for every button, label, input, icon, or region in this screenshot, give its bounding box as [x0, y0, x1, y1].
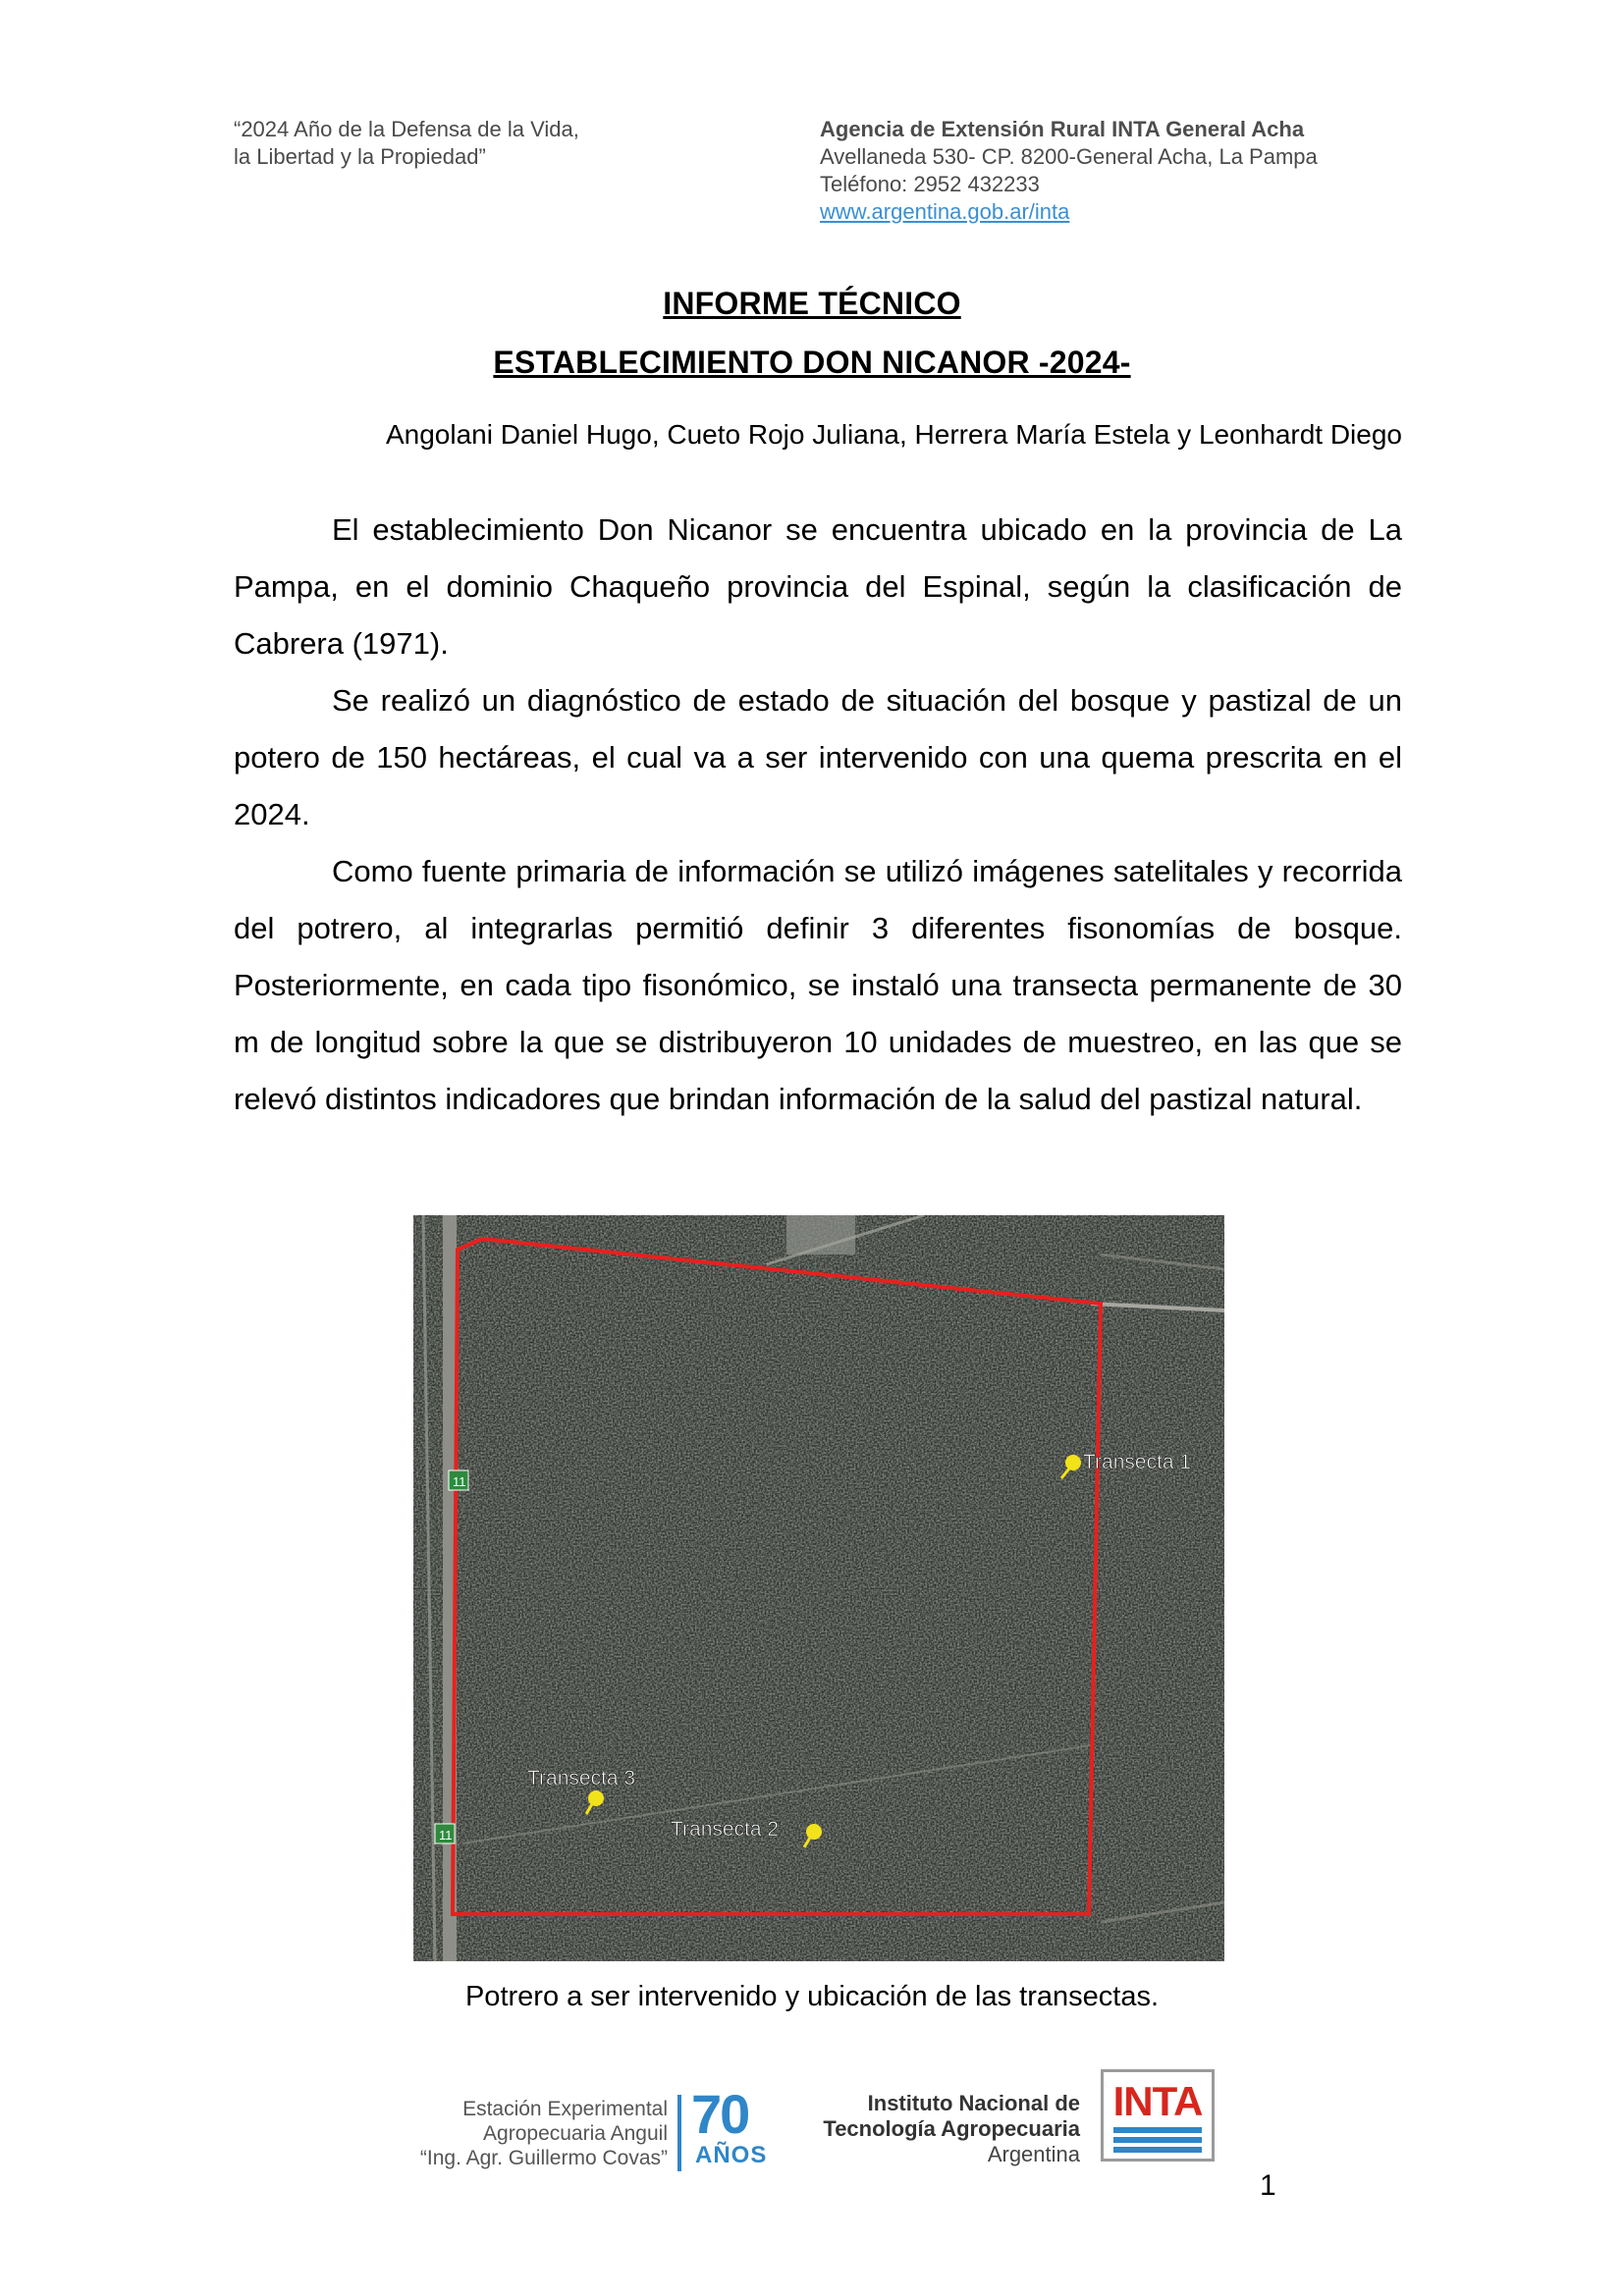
body-text	[234, 502, 1402, 1128]
report-title: INFORME TÉCNICO	[663, 286, 961, 321]
anniversary-number: 70	[691, 2083, 749, 2145]
header-motto	[234, 116, 784, 171]
authors: Angolani Daniel Hugo, Cueto Rojo Juliana, Herrera María Estela y Leonhardt Diego	[385, 419, 1402, 450]
agency-website-link[interactable]: www.argentina.gob.ar/inta	[820, 199, 1070, 224]
motto-line-1: “2024 Año de la Defensa de la Vida,	[234, 117, 579, 141]
route-label: 11	[453, 1474, 466, 1489]
figure-caption: Potrero a ser intervenido y ubicación de las transectas.	[464, 1981, 1160, 2012]
agency-phone: Teléfono: 2952 432233	[820, 172, 1040, 196]
institute-line: Instituto Nacional de	[867, 2091, 1080, 2115]
satellite-map-image	[413, 1215, 1224, 1961]
institute-name	[766, 2091, 1080, 2167]
logo-text: INTA	[1112, 2078, 1203, 2124]
logo-bars	[1113, 2127, 1202, 2157]
route-label: 11	[439, 1828, 453, 1842]
anniversary-label: AÑOS	[695, 2142, 768, 2168]
page-number: 1	[1260, 2169, 1276, 2202]
station-line: Estación Experimental	[462, 2098, 668, 2120]
station-line: “Ing. Agr. Guillermo Covas”	[419, 2147, 668, 2169]
motto-line-2: la Libertad y la Propiedad”	[234, 144, 486, 169]
paragraph: Como fuente primaria de información se utilizó imágenes satelitales y recorrida del potrero, al integrarlas permitió definir 3 diferentes fisonomías de bosque. Posteriormente, en cada tipo fisonómico, se instaló una transecta permanente de 30 m de longitud sobre la que se distribuyeron 10 unidades de muestreo, en las que se relevó distintos indicadores que brindan información de la salud del pastizal natural.	[234, 854, 1402, 1116]
footer	[0, 2069, 1624, 2177]
station-name	[373, 2097, 668, 2170]
agency-address: Avellaneda 530- CP. 8200-General Acha, La Pampa	[820, 144, 1318, 169]
transect-label: Transecta 1	[1083, 1451, 1192, 1473]
transect-label: Transecta 2	[671, 1818, 780, 1841]
header-agency-info	[820, 116, 1409, 226]
institute-line: Tecnología Agropecuaria	[823, 2116, 1080, 2141]
divider	[677, 2095, 681, 2171]
transect-label: Transecta 3	[527, 1767, 636, 1789]
inta-logo	[1101, 2069, 1215, 2162]
paragraph: El establecimiento Don Nicanor se encuentra ubicado en la provincia de La Pampa, en el dominio Chaqueño provincia del Espinal, según la clasificación de Cabrera (1971).	[234, 512, 1402, 661]
agency-name: Agencia de Extensión Rural INTA General Acha	[820, 117, 1305, 141]
report-subtitle: ESTABLECIMIENTO DON NICANOR -2024-	[493, 345, 1131, 380]
institute-line: Argentina	[987, 2142, 1080, 2166]
station-line: Agropecuaria Anguil	[483, 2122, 668, 2145]
paragraph: Se realizó un diagnóstico de estado de situación del bosque y pastizal de un potero de 150 hectáreas, el cual va a ser intervenido con una quema prescrita en el 2024.	[234, 683, 1402, 831]
